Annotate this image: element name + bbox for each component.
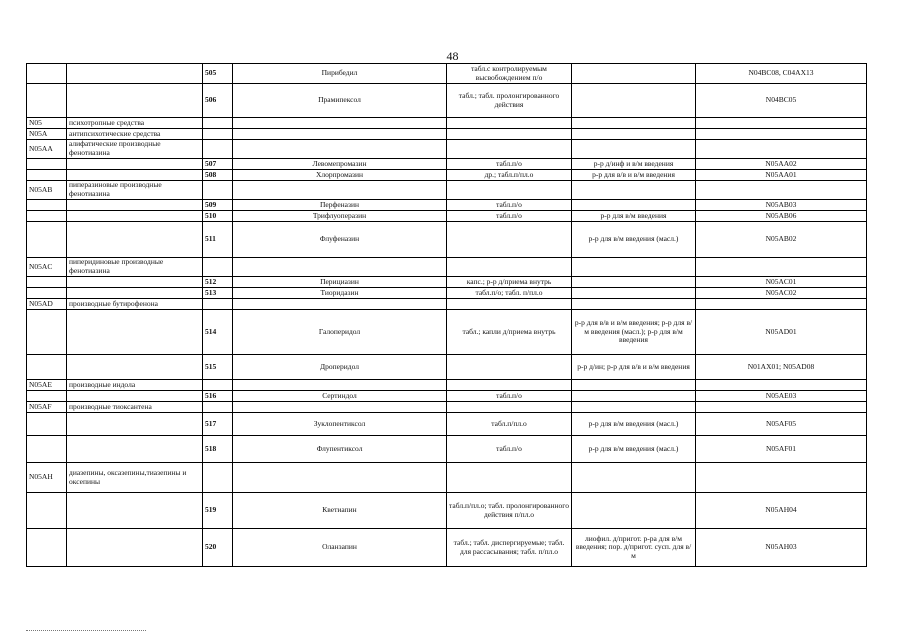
injection-form: р-р для в/м введения (масл.)	[572, 436, 696, 463]
dosage-form	[447, 402, 572, 413]
group-name: пиперазиновые производные фенотиазина	[67, 181, 203, 200]
drug-row	[27, 222, 867, 258]
injection-form	[572, 402, 696, 413]
injection-form	[572, 391, 696, 402]
dosage-form	[447, 463, 572, 493]
atc-group-code: N05AB	[27, 181, 67, 200]
atx-code	[696, 181, 867, 200]
drug-name: Дроперидол	[233, 355, 447, 380]
atc-group-code	[27, 159, 67, 170]
item-number	[203, 299, 233, 310]
drug-row	[27, 277, 867, 288]
dosage-form	[447, 380, 572, 391]
drug-name	[233, 140, 447, 159]
dosage-form: табл.п/о	[447, 391, 572, 402]
drug-name: Перициазин	[233, 277, 447, 288]
dosage-form: табл.п/о; табл. п/пл.о	[447, 288, 572, 299]
dosage-form: табл.п/о	[447, 200, 572, 211]
group-name	[67, 529, 203, 567]
atc-group-code	[27, 529, 67, 567]
dosage-form: табл.п/о	[447, 436, 572, 463]
dosage-form	[447, 129, 572, 140]
dosage-form	[447, 355, 572, 380]
atx-code: N05AC02	[696, 288, 867, 299]
drug-name: Трифлуоперазин	[233, 211, 447, 222]
atc-group-code	[27, 64, 67, 84]
drug-name	[233, 181, 447, 200]
drug-list-table	[26, 63, 867, 567]
item-number	[203, 463, 233, 493]
group-name	[67, 159, 203, 170]
item-number: 510	[203, 211, 233, 222]
atc-group-code	[27, 355, 67, 380]
atx-code	[696, 299, 867, 310]
atc-group-code: N05A	[27, 129, 67, 140]
group-name	[67, 310, 203, 355]
group-name: производные индола	[67, 380, 203, 391]
atc-group-code: N05AA	[27, 140, 67, 159]
dosage-form	[447, 299, 572, 310]
atx-code: N04BC05	[696, 84, 867, 118]
item-number: 512	[203, 277, 233, 288]
atx-code: N05AD01	[696, 310, 867, 355]
group-row	[27, 129, 867, 140]
group-row	[27, 380, 867, 391]
atc-group-code	[27, 222, 67, 258]
drug-name	[233, 380, 447, 391]
drug-row	[27, 436, 867, 463]
item-number: 520	[203, 529, 233, 567]
drug-name: Флупентиксол	[233, 436, 447, 463]
drug-name: Зуклопентиксол	[233, 413, 447, 436]
dosage-form: табл.; капли д/приема внутрь	[447, 310, 572, 355]
atc-group-code	[27, 436, 67, 463]
atx-code: N05AB03	[696, 200, 867, 211]
drug-name: Кветиапин	[233, 493, 447, 529]
atc-group-code	[27, 310, 67, 355]
item-number: 517	[203, 413, 233, 436]
dosage-form	[447, 258, 572, 277]
drug-name	[233, 463, 447, 493]
atx-code: N05AH03	[696, 529, 867, 567]
injection-form: р-р для в/м введения (масл.)	[572, 222, 696, 258]
group-name	[67, 391, 203, 402]
drug-row	[27, 84, 867, 118]
drug-row	[27, 170, 867, 181]
injection-form: р-р д/ин; р-р для в/в и в/м введения	[572, 355, 696, 380]
item-number: 509	[203, 200, 233, 211]
group-row	[27, 258, 867, 277]
drug-name: Оланзапин	[233, 529, 447, 567]
drug-name: Хлорпромазин	[233, 170, 447, 181]
group-row	[27, 402, 867, 413]
drug-name: Тиоридазин	[233, 288, 447, 299]
drug-name	[233, 402, 447, 413]
drug-name: Флуфеназин	[233, 222, 447, 258]
drug-row	[27, 64, 867, 84]
group-name	[67, 170, 203, 181]
injection-form	[572, 380, 696, 391]
item-number	[203, 380, 233, 391]
group-name	[67, 413, 203, 436]
atx-code	[696, 463, 867, 493]
item-number	[203, 129, 233, 140]
atx-code: N05AE03	[696, 391, 867, 402]
atc-group-code: N05AD	[27, 299, 67, 310]
atx-code	[696, 118, 867, 129]
group-name	[67, 355, 203, 380]
item-number: 513	[203, 288, 233, 299]
dosage-form	[447, 222, 572, 258]
atx-code: N05AB02	[696, 222, 867, 258]
group-name: пиперидиновые производные фенотиазина	[67, 258, 203, 277]
injection-form	[572, 493, 696, 529]
drug-row	[27, 200, 867, 211]
drug-row	[27, 159, 867, 170]
item-number: 518	[203, 436, 233, 463]
atx-code	[696, 140, 867, 159]
injection-form: р-р для в/м введения	[572, 211, 696, 222]
group-row	[27, 118, 867, 129]
item-number	[203, 140, 233, 159]
atx-code: N05AB06	[696, 211, 867, 222]
atx-code	[696, 129, 867, 140]
group-row	[27, 140, 867, 159]
group-name	[67, 84, 203, 118]
group-name	[67, 288, 203, 299]
injection-form: р-р для в/м введения (масл.)	[572, 413, 696, 436]
group-name	[67, 211, 203, 222]
atc-group-code: N05AF	[27, 402, 67, 413]
item-number: 508	[203, 170, 233, 181]
group-name	[67, 200, 203, 211]
atc-group-code	[27, 413, 67, 436]
dosage-form: табл.п/пл.о	[447, 413, 572, 436]
injection-form	[572, 288, 696, 299]
atx-code	[696, 402, 867, 413]
drug-name	[233, 299, 447, 310]
drug-name: Сертиндол	[233, 391, 447, 402]
item-number: 505	[203, 64, 233, 84]
injection-form	[572, 277, 696, 288]
atx-code	[696, 258, 867, 277]
drug-row	[27, 288, 867, 299]
atc-group-code: N05AH	[27, 463, 67, 493]
injection-form	[572, 118, 696, 129]
drug-name: Пирибедил	[233, 64, 447, 84]
item-number: 516	[203, 391, 233, 402]
atx-code: N05AA02	[696, 159, 867, 170]
injection-form	[572, 140, 696, 159]
item-number: 519	[203, 493, 233, 529]
item-number	[203, 258, 233, 277]
atc-group-code	[27, 288, 67, 299]
atc-group-code	[27, 84, 67, 118]
drug-name	[233, 129, 447, 140]
drug-row	[27, 211, 867, 222]
item-number	[203, 181, 233, 200]
item-number: 515	[203, 355, 233, 380]
group-row	[27, 463, 867, 493]
atx-code: N05AC01	[696, 277, 867, 288]
drug-name: Левомепромазин	[233, 159, 447, 170]
group-name: психотропные средства	[67, 118, 203, 129]
atx-code: N05AH04	[696, 493, 867, 529]
dosage-form: табл.; табл. пролонгированного действия	[447, 84, 572, 118]
atc-group-code	[27, 493, 67, 529]
group-name	[67, 277, 203, 288]
group-name	[67, 436, 203, 463]
dosage-form: табл.; табл. диспергируемые; табл. для рассасывания; табл. п/пл.о	[447, 529, 572, 567]
drug-name: Галоперидол	[233, 310, 447, 355]
page-number: 48	[446, 49, 459, 63]
atc-group-code: N05	[27, 118, 67, 129]
atc-group-code	[27, 277, 67, 288]
group-row	[27, 299, 867, 310]
drug-row	[27, 493, 867, 529]
item-number: 514	[203, 310, 233, 355]
group-name	[67, 64, 203, 84]
atc-group-code	[27, 211, 67, 222]
injection-form: р-р для в/в и в/м введения; р-р для в/м введения (масл.); р-р для в/м введения	[572, 310, 696, 355]
dosage-form: табл.п/о	[447, 211, 572, 222]
group-name: диазепины, оксазепины,тиазепины и оксепины	[67, 463, 203, 493]
atc-group-code	[27, 200, 67, 211]
injection-form	[572, 299, 696, 310]
injection-form	[572, 258, 696, 277]
group-name: производные тиоксантена	[67, 402, 203, 413]
footer-line	[26, 630, 146, 631]
dosage-form: табл.п/пл.о; табл. пролонгированного действия п/пл.о	[447, 493, 572, 529]
atx-code	[696, 380, 867, 391]
group-row	[27, 181, 867, 200]
group-name	[67, 222, 203, 258]
item-number: 506	[203, 84, 233, 118]
injection-form	[572, 200, 696, 211]
atx-code: N04BC08, C04AX13	[696, 64, 867, 84]
injection-form	[572, 181, 696, 200]
atc-group-code	[27, 170, 67, 181]
drug-row	[27, 413, 867, 436]
atc-group-code: N05AE	[27, 380, 67, 391]
atx-code: N05AF01	[696, 436, 867, 463]
dosage-form: табл.п/о	[447, 159, 572, 170]
atc-group-code	[27, 391, 67, 402]
drug-row	[27, 529, 867, 567]
injection-form: р-р д/инф и в/м введения	[572, 159, 696, 170]
dosage-form	[447, 181, 572, 200]
injection-form: лиофил. д/пригот. р-ра для в/м введения; пор. д/пригот. сусп. для в/м	[572, 529, 696, 567]
item-number	[203, 402, 233, 413]
drug-name: Перфеназин	[233, 200, 447, 211]
dosage-form: табл.с контролируемым высвобождением п/о	[447, 64, 572, 84]
injection-form	[572, 129, 696, 140]
item-number: 507	[203, 159, 233, 170]
atx-code: N01AX01; N05AD08	[696, 355, 867, 380]
item-number: 511	[203, 222, 233, 258]
dosage-form: капс.; р-р д/приема внутрь	[447, 277, 572, 288]
drug-name: Прамипексол	[233, 84, 447, 118]
drug-row	[27, 391, 867, 402]
atc-group-code: N05AC	[27, 258, 67, 277]
injection-form	[572, 84, 696, 118]
dosage-form	[447, 118, 572, 129]
group-name: антипсихотические средства	[67, 129, 203, 140]
dosage-form	[447, 140, 572, 159]
dosage-form: др.; табл.п/пл.о	[447, 170, 572, 181]
drug-row	[27, 310, 867, 355]
injection-form	[572, 64, 696, 84]
atx-code: N05AF05	[696, 413, 867, 436]
group-name: алифатические производные фенотиазина	[67, 140, 203, 159]
item-number	[203, 118, 233, 129]
injection-form	[572, 463, 696, 493]
drug-name	[233, 258, 447, 277]
atx-code: N05AA01	[696, 170, 867, 181]
drug-name	[233, 118, 447, 129]
injection-form: р-р для в/в и в/м введения	[572, 170, 696, 181]
group-name: производные бутирофенона	[67, 299, 203, 310]
group-name	[67, 493, 203, 529]
drug-row	[27, 355, 867, 380]
